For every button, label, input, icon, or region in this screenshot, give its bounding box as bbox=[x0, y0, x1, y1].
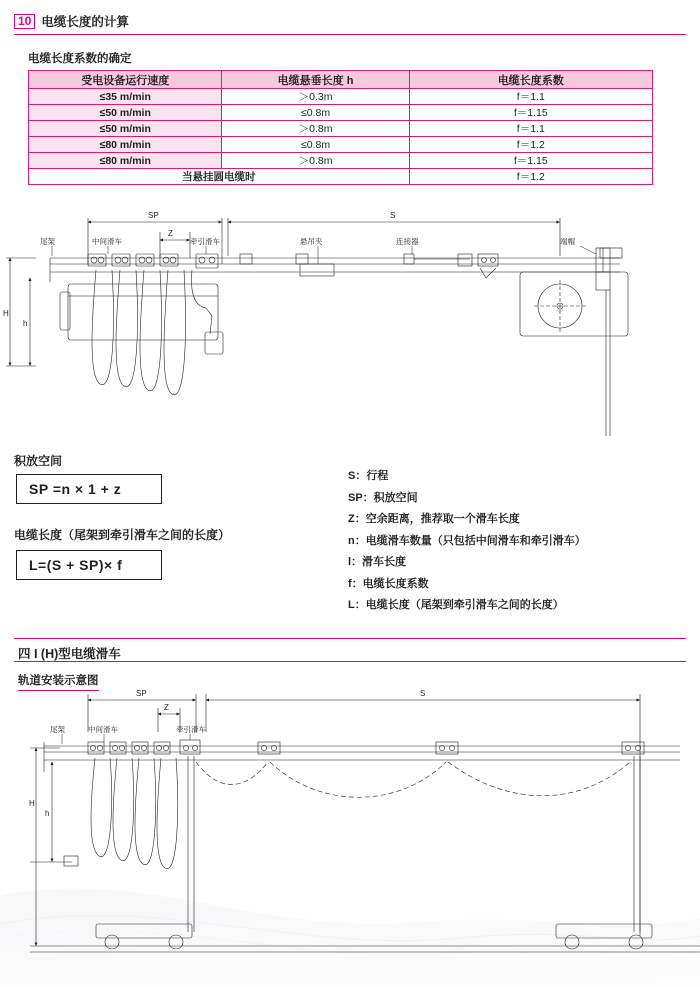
legend-item: L：电缆长度（尾架到牵引滑车之间的长度） bbox=[348, 599, 564, 611]
storage-space-label: 积放空间 bbox=[14, 454, 63, 468]
table-cell-footer-label: 当悬挂圆电缆时 bbox=[29, 169, 410, 185]
table-header-row bbox=[29, 71, 653, 89]
legend-list bbox=[348, 466, 586, 617]
table-cell-speed: ≤50 m/min bbox=[29, 121, 222, 137]
formula-l: L=(S + SP)× f bbox=[16, 550, 162, 580]
svg-text:中间滑车: 中间滑车 bbox=[88, 725, 118, 734]
legend-item: S：行程 bbox=[348, 470, 389, 482]
table-header-cell: 电缆长度系数 bbox=[409, 71, 652, 89]
table-cell-sag: ＞0.3m bbox=[222, 89, 409, 105]
table-caption: 电缆长度系数的确定 bbox=[28, 53, 132, 65]
section-number: 10 bbox=[14, 14, 35, 29]
table-cell-speed: ≤35 m/min bbox=[29, 89, 222, 105]
cable-trolley-diagram bbox=[0, 196, 700, 446]
rail-installation-diagram bbox=[0, 686, 700, 986]
table-cell-sag: ≤0.8m bbox=[222, 137, 409, 153]
table-cell-sag: ＞0.8m bbox=[222, 153, 409, 169]
legend-item: l：滑车长度 bbox=[348, 556, 407, 568]
table-row bbox=[29, 153, 653, 169]
legend-item: f：电缆长度系数 bbox=[348, 577, 429, 590]
table-footer-row bbox=[29, 169, 653, 185]
cable-length-label: 电缆长度（尾架到牵引滑车之间的长度） bbox=[14, 528, 231, 542]
table-cell-footer-value: f＝1.2 bbox=[409, 169, 652, 185]
section-header bbox=[14, 12, 686, 35]
table-header-cell: 受电设备运行速度 bbox=[29, 71, 222, 89]
table-cell-speed: ≤80 m/min bbox=[29, 153, 222, 169]
table-cell-factor: f＝1.1 bbox=[409, 121, 652, 137]
svg-text:SP: SP bbox=[148, 211, 159, 220]
legend-item: Z：空余距离，推荐取一个滑车长度 bbox=[348, 513, 520, 525]
svg-text:S: S bbox=[390, 211, 396, 220]
legend-item: n：电缆滑车数量（只包括中间滑车和牵引滑车） bbox=[348, 534, 586, 547]
table-row bbox=[29, 105, 653, 121]
page-title: 电缆长度的计算 bbox=[41, 15, 129, 29]
svg-text:H: H bbox=[3, 309, 9, 318]
formula-sp: SP =n × 1 + z bbox=[16, 474, 162, 504]
table-cell-sag: ＞0.8m bbox=[222, 121, 409, 137]
cable-length-factor-table bbox=[28, 70, 653, 185]
svg-text:H: H bbox=[29, 799, 35, 808]
svg-text:端帽: 端帽 bbox=[560, 237, 575, 246]
svg-text:悬吊夹: 悬吊夹 bbox=[300, 237, 323, 246]
table-header-cell: 电缆悬垂长度 h bbox=[222, 71, 409, 89]
svg-text:Z: Z bbox=[164, 703, 169, 712]
table-cell-sag: ≤0.8m bbox=[222, 105, 409, 121]
table-row bbox=[29, 137, 653, 153]
svg-text:连接器: 连接器 bbox=[396, 237, 419, 246]
section2-title: 四 I (H)型电缆滑车 bbox=[18, 647, 121, 661]
table-cell-factor: f＝1.1 bbox=[409, 89, 652, 105]
svg-text:中间滑车: 中间滑车 bbox=[92, 237, 122, 246]
table-cell-factor: f＝1.15 bbox=[409, 105, 652, 121]
section2-subtitle: 轨道安装示意图 bbox=[18, 672, 99, 691]
svg-text:S: S bbox=[420, 689, 426, 698]
svg-text:尾架: 尾架 bbox=[50, 725, 65, 734]
svg-text:牵引滑车: 牵引滑车 bbox=[176, 725, 206, 734]
svg-text:h: h bbox=[23, 319, 28, 328]
svg-text:牵引滑车: 牵引滑车 bbox=[190, 237, 220, 246]
table-cell-speed: ≤50 m/min bbox=[29, 105, 222, 121]
table-cell-speed: ≤80 m/min bbox=[29, 137, 222, 153]
table-row bbox=[29, 121, 653, 137]
svg-text:尾架: 尾架 bbox=[40, 237, 55, 246]
svg-text:h: h bbox=[45, 809, 50, 818]
table-row bbox=[29, 89, 653, 105]
table-cell-factor: f＝1.2 bbox=[409, 137, 652, 153]
legend-item: SP：积放空间 bbox=[348, 491, 418, 504]
svg-text:Z: Z bbox=[168, 229, 173, 238]
svg-text:SP: SP bbox=[136, 689, 147, 698]
table-cell-factor: f＝1.15 bbox=[409, 153, 652, 169]
